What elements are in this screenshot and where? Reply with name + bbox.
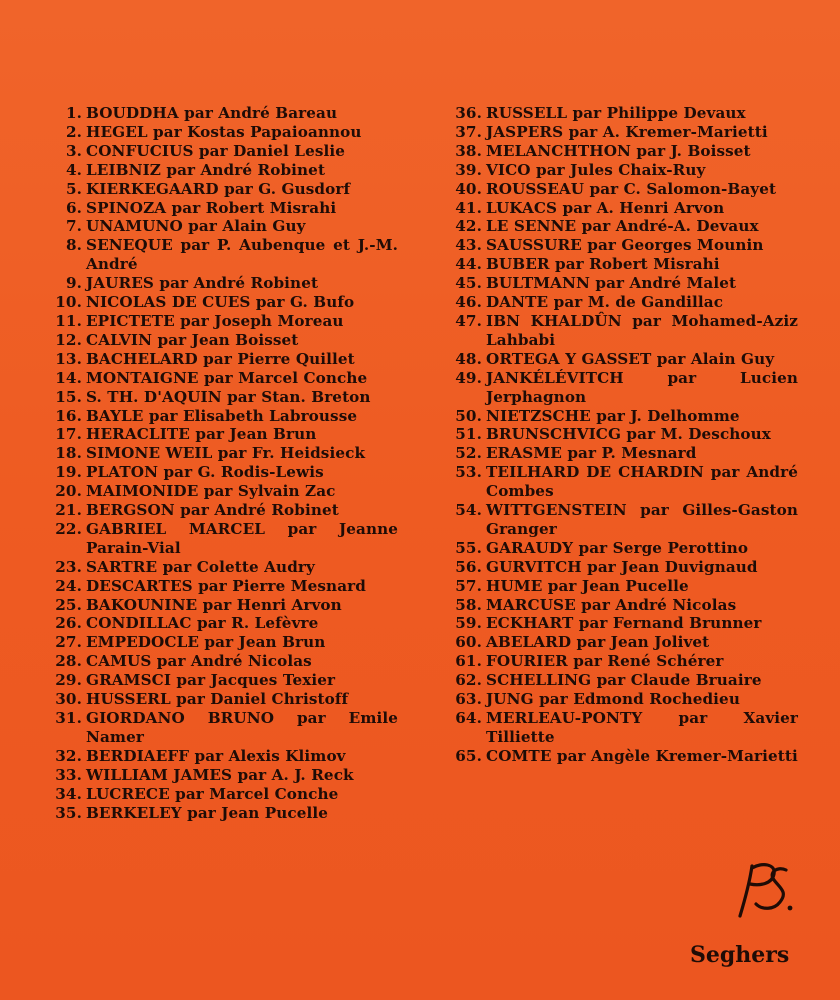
entry-number: 26. [55,614,82,633]
catalog-entry [438,463,798,501]
catalog-entry [38,577,398,596]
entry-title: MELANCHTHON par J. Boisset [486,141,751,160]
entry-number: 10. [55,293,82,312]
entry-title: MAIMONIDE par Sylvain Zac [86,482,336,501]
entry-title: BAYLE par Elisabeth Labrousse [86,406,358,425]
catalog-entry [38,331,398,350]
catalog-entry [38,369,398,388]
entry-number: 4. [65,160,82,179]
entry-title: BACHELARD par Pierre Quillet [86,349,355,368]
entry-title: EMPEDOCLE par Jean Brun [86,633,326,652]
entry-title: CONFUCIUS par Daniel Leslie [86,141,346,160]
catalog-entry [438,350,798,369]
catalog-entry [38,444,398,463]
entry-number: 43. [455,236,482,255]
entry-number: 44. [455,255,482,274]
entry-title: DANTE par M. de Gandillac [486,293,724,312]
entry-title: BERGSON par André Robinet [86,501,339,520]
entry-title: MARCUSE par André Nicolas [486,595,737,614]
entry-title: ERASME par P. Mesnard [486,444,697,463]
entry-title: CALVIN par Jean Boisset [86,330,299,349]
entry-number: 38. [455,141,482,160]
entry-number: 59. [455,614,482,633]
entry-number: 35. [55,803,82,822]
publisher-name: Seghers [690,942,790,968]
entry-title: JASPERS par A. Kremer-Marietti [486,122,768,141]
entry-title: LUCRECE par Marcel Conche [86,784,339,803]
catalog-entry [438,312,798,350]
catalog-entry [38,407,398,426]
catalog-entry [438,407,798,426]
entry-number: 1. [65,104,82,122]
catalog-entry [38,180,398,199]
entry-title: HEGEL par Kostas Papaioannou [86,122,362,141]
entry-title: IBN KHALDÛN par Mohamed-Aziz Lahbabi [486,311,798,349]
entry-title: PLATON par G. Rodis-Lewis [86,463,324,482]
catalog-entry [438,501,798,539]
entry-number: 40. [455,179,482,198]
catalog-entry [438,236,798,255]
ps-monogram-logo [732,856,798,922]
catalog-entry [438,293,798,312]
catalog-entry [38,804,398,823]
entry-title: JANKÉLÉVITCH par Lucien Jerphagnon [486,368,798,406]
entry-number: 48. [455,349,482,368]
entry-title: MERLEAU-PONTY par Xavier Tilliette [486,709,798,746]
entry-number: 3. [65,141,82,160]
entry-number: 8. [65,236,82,255]
entry-title: SCHELLING par Claude Bruaire [486,671,762,690]
catalog-entry [38,388,398,407]
entry-number: 65. [455,746,482,765]
entry-title: SENEQUE par P. Aubenque et J.-M. André [86,236,398,274]
entry-number: 14. [55,368,82,387]
catalog-entry [438,596,798,615]
entry-title: HUME par Jean Pucelle [486,576,689,595]
entry-number: 23. [55,557,82,576]
catalog-entry [38,236,398,274]
catalog-entry [38,709,398,747]
catalog-entry [438,444,798,463]
catalog-entry [38,558,398,577]
entry-number: 42. [455,217,482,236]
entry-title: BRUNSCHVICG par M. Deschoux [486,425,771,444]
entry-title: WITTGENSTEIN par Gilles-Gaston Granger [486,501,798,538]
catalog-entry [438,142,798,161]
catalog-entry [438,425,798,444]
entry-number: 20. [55,482,82,501]
entry-title: BUBER par Robert Misrahi [486,255,720,274]
catalog-entry [438,161,798,180]
entry-title: SIMONE WEIL par Fr. Heidsieck [86,444,366,463]
entry-number: 60. [455,633,482,652]
entry-number: 49. [455,368,482,387]
entry-title: GABRIEL MARCEL par Jeanne Parain-Vial [86,519,398,557]
catalog-entry [438,747,798,766]
catalog-entry [38,463,398,482]
entry-number: 54. [455,501,482,520]
catalog-entry [38,142,398,161]
entry-title: SPINOZA par Robert Misrahi [86,198,337,217]
entry-title: RUSSELL par Philippe Devaux [486,104,746,122]
entry-title: BERDIAEFF par Alexis Klimov [86,746,346,765]
entry-number: 61. [455,652,482,671]
entry-number: 11. [55,311,82,330]
entry-title: MONTAIGNE par Marcel Conche [86,368,368,387]
entry-number: 45. [455,274,482,293]
entry-title: BULTMANN par André Malet [486,274,737,293]
entry-title: DESCARTES par Pierre Mesnard [86,576,366,595]
entry-number: 34. [55,784,82,803]
entry-title: TEILHARD DE CHARDIN par André Combes [486,463,798,501]
catalog-entry [438,633,798,652]
entry-title: COMTE par Angèle Kremer-Marietti [486,746,798,765]
catalog-entry [438,180,798,199]
entry-title: GARAUDY par Serge Perottino [486,538,749,557]
catalog-entry [38,747,398,766]
entry-title: CAMUS par André Nicolas [86,652,312,671]
entry-title: BAKOUNINE par Henri Arvon [86,595,342,614]
entry-number: 36. [455,104,482,122]
entry-number: 46. [455,293,482,312]
entry-title: ROUSSEAU par C. Salomon-Bayet [486,179,777,198]
entry-number: 5. [65,179,82,198]
entry-number: 18. [55,444,82,463]
catalog-entry [438,539,798,558]
entry-number: 39. [455,160,482,179]
entry-number: 2. [65,122,82,141]
entry-number: 52. [455,444,482,463]
entry-number: 55. [455,538,482,557]
entry-number: 25. [55,595,82,614]
entry-number: 64. [455,709,482,727]
entry-number: 31. [55,709,82,727]
entry-number: 57. [455,576,482,595]
entry-number: 24. [55,576,82,595]
catalog-entry [38,482,398,501]
entry-title: JAURES par André Robinet [86,274,319,293]
catalog-entry [38,501,398,520]
catalog-entry [38,293,398,312]
entry-number: 37. [455,122,482,141]
catalog-entry [438,652,798,671]
entry-title: BERKELEY par Jean Pucelle [86,803,329,822]
catalog-column-right [438,104,798,766]
catalog-entry [438,558,798,577]
catalog-entry [438,614,798,633]
catalog-entry [438,577,798,596]
catalog-entry [38,596,398,615]
entry-number: 41. [455,198,482,217]
entry-title: ECKHART par Fernand Brunner [486,614,762,633]
entry-number: 21. [55,501,82,520]
entry-title: EPICTETE par Joseph Moreau [86,311,344,330]
entry-title: JUNG par Edmond Rochedieu [486,690,740,709]
catalog-entry [38,104,398,123]
entry-title: BOUDDHA par André Bareau [86,104,338,122]
entry-number: 58. [455,595,482,614]
catalog-entry [438,690,798,709]
entry-title: S. TH. D'AQUIN par Stan. Breton [86,387,371,406]
catalog-entry [438,274,798,293]
entry-title: GRAMSCI par Jacques Texier [86,671,336,690]
entry-title: ABELARD par Jean Jolivet [486,633,710,652]
entry-number: 6. [65,198,82,217]
entry-number: 17. [55,425,82,444]
catalog-entry [438,123,798,142]
entry-number: 19. [55,463,82,482]
entry-number: 47. [455,311,482,330]
entry-number: 32. [55,746,82,765]
entry-number: 28. [55,652,82,671]
catalog-entry [38,785,398,804]
catalog-entry [38,274,398,293]
entry-number: 9. [65,274,82,293]
catalog-entry [38,312,398,331]
entry-title: ORTEGA Y GASSET par Alain Guy [486,349,775,368]
entry-title: CONDILLAC par R. Lefèvre [86,614,319,633]
entry-number: 15. [55,387,82,406]
catalog-entry [438,369,798,407]
entry-number: 56. [455,557,482,576]
entry-title: FOURIER par René Schérer [486,652,724,671]
catalog-entry [38,199,398,218]
entry-title: NICOLAS DE CUES par G. Bufo [86,293,355,312]
entry-number: 7. [65,217,82,236]
entry-title: NIETZSCHE par J. Delhomme [486,406,740,425]
catalog-entry [38,425,398,444]
entry-number: 29. [55,671,82,690]
entry-number: 22. [55,519,82,538]
catalog-entry [38,652,398,671]
entry-number: 53. [455,463,482,482]
entry-number: 16. [55,406,82,425]
catalog-entry [38,633,398,652]
entry-title: UNAMUNO par Alain Guy [86,217,306,236]
catalog-entry [38,671,398,690]
catalog-entry [38,766,398,785]
catalog-entry [38,520,398,558]
catalog-entry [438,217,798,236]
catalog-entry [38,614,398,633]
entry-title: LEIBNIZ par André Robinet [86,160,326,179]
catalog-entry [438,671,798,690]
entry-number: 51. [455,425,482,444]
catalog-entry [438,104,798,123]
entry-title: GURVITCH par Jean Duvignaud [486,557,758,576]
entry-title: HUSSERL par Daniel Christoff [86,690,349,709]
entry-title: GIORDANO BRUNO par Emile Namer [86,709,398,746]
catalog-entry [38,123,398,142]
entry-title: VICO par Jules Chaix-Ruy [486,160,706,179]
entry-title: LE SENNE par André-A. Devaux [486,217,759,236]
entry-number: 63. [455,690,482,709]
catalog-entry [438,709,798,747]
entry-title: SARTRE par Colette Audry [86,557,315,576]
entry-number: 12. [55,330,82,349]
entry-number: 62. [455,671,482,690]
catalog-entry [438,199,798,218]
entry-number: 33. [55,765,82,784]
entry-title: SAUSSURE par Georges Mounin [486,236,764,255]
entry-number: 27. [55,633,82,652]
catalog-entry [38,350,398,369]
entry-title: WILLIAM JAMES par A. J. Reck [86,765,354,784]
catalog-entry [438,255,798,274]
entry-number: 30. [55,690,82,709]
catalog-entry [38,690,398,709]
entry-title: KIERKEGAARD par G. Gusdorf [86,179,351,198]
entry-title: HERACLITE par Jean Brun [86,425,317,444]
catalog-entry [38,217,398,236]
catalog-entry [38,161,398,180]
entry-number: 50. [455,406,482,425]
entry-number: 13. [55,349,82,368]
catalog-column-left [38,104,398,822]
entry-title: LUKACS par A. Henri Arvon [486,198,725,217]
